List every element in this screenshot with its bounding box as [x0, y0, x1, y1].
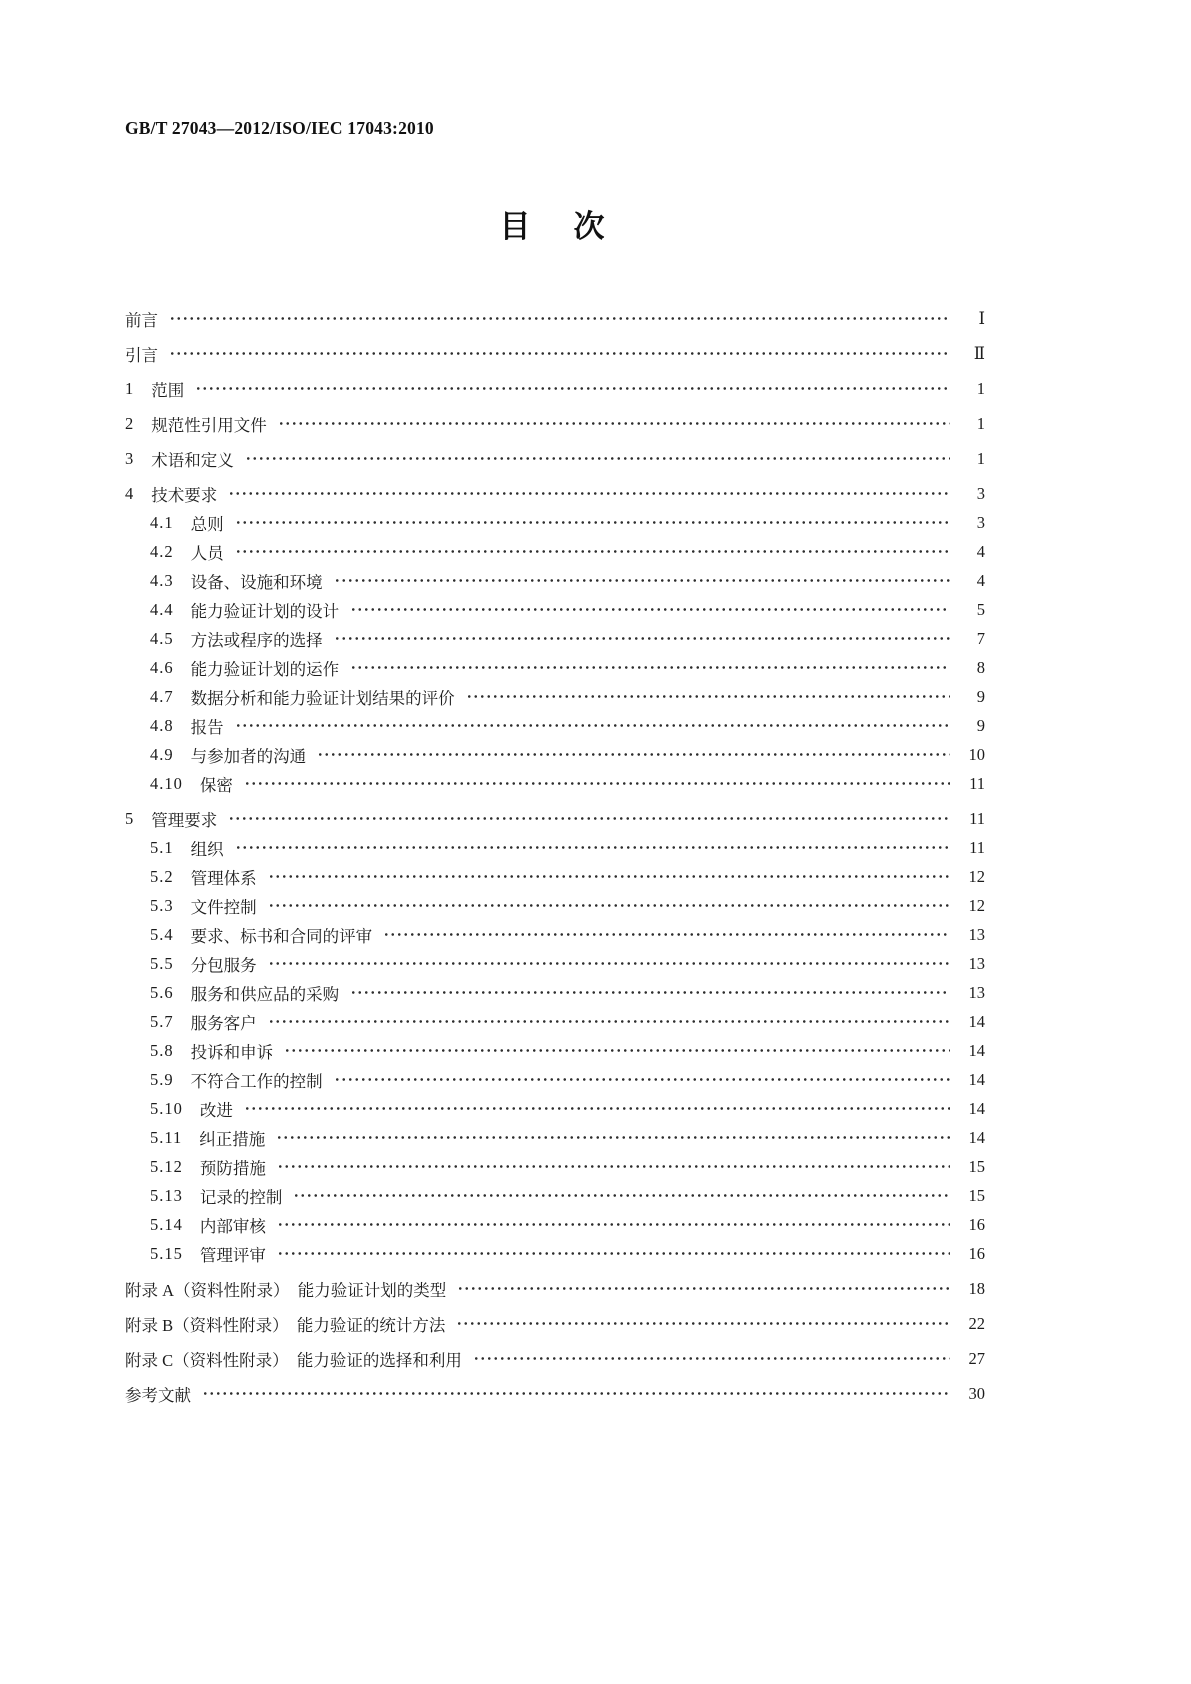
toc-entry-page: Ⅱ: [973, 343, 985, 363]
toc-entry-label: 人员: [190, 543, 224, 563]
dot-leader: [334, 566, 950, 595]
dot-leader: [284, 1036, 950, 1065]
toc-entry-page: 15: [968, 1156, 985, 1176]
dot-leader: [268, 1007, 950, 1036]
toc-entry: [125, 711, 985, 740]
dot-leader: [235, 711, 950, 740]
toc-entry-page: 7: [976, 628, 985, 648]
toc-entry: [125, 444, 985, 473]
toc-entry: [125, 1007, 985, 1036]
dot-leader: [457, 1274, 950, 1303]
toc-entry-label: 组织: [190, 839, 224, 859]
toc-entry: [125, 374, 985, 403]
toc-entry: [125, 304, 985, 333]
toc-entry: [125, 949, 985, 978]
toc-entry-page: 12: [968, 895, 985, 915]
toc-entry-page: 8: [976, 657, 985, 677]
toc-entry-number: 5.11: [150, 1127, 183, 1147]
toc-entry-number: 4.6: [150, 657, 174, 677]
toc-entry-label: 管理要求: [151, 810, 218, 830]
dot-leader: [350, 653, 950, 682]
toc-entry-number: 5.15: [150, 1243, 183, 1263]
toc-entry: [125, 1239, 985, 1268]
toc-entry-label: 纠正措施: [199, 1129, 266, 1149]
toc-entry-number: 5.10: [150, 1098, 183, 1118]
toc-entry-label: 投诉和申诉: [190, 1042, 274, 1062]
toc-entry-page: 14: [968, 1098, 985, 1118]
toc-entry-page: 13: [968, 953, 985, 973]
dot-leader: [278, 409, 950, 438]
dot-leader: [169, 339, 950, 368]
toc-entry-number: 5.3: [150, 895, 174, 915]
toc-entry-page: 14: [968, 1040, 985, 1060]
dot-leader: [202, 1379, 950, 1408]
table-of-contents: [125, 304, 985, 1408]
toc-entry-page: 11: [969, 808, 985, 828]
toc-entry: [125, 920, 985, 949]
toc-entry: [125, 1152, 985, 1181]
page-title: 目 次: [499, 209, 611, 244]
dot-leader: [235, 537, 950, 566]
toc-entry-label: 改进: [199, 1100, 233, 1120]
toc-entry-page: 1: [976, 378, 985, 398]
dot-leader: [268, 949, 950, 978]
toc-entry-number: 4: [125, 483, 135, 503]
toc-entry: [125, 595, 985, 624]
toc-entry: [125, 978, 985, 1007]
dot-leader: [268, 862, 950, 891]
toc-entry-page: 11: [969, 773, 985, 793]
toc-entry-page: 13: [968, 924, 985, 944]
toc-entry-number: 2: [125, 413, 135, 433]
toc-entry-number: 5.9: [150, 1069, 174, 1089]
toc-entry-page: 10: [968, 744, 985, 764]
toc-entry-page: 14: [968, 1011, 985, 1031]
toc-entry-number: 4.5: [150, 628, 174, 648]
toc-entry-label: 附录 C（资料性附录） 能力验证的选择和利用: [125, 1350, 462, 1370]
dot-leader: [169, 304, 950, 333]
toc-entry: [125, 1379, 985, 1408]
toc-entry-page: 4: [976, 570, 985, 590]
dot-leader: [235, 508, 950, 537]
toc-entry-number: 4.3: [150, 570, 174, 590]
toc-entry-number: 1: [125, 378, 135, 398]
toc-entry-label: 分包服务: [190, 955, 257, 975]
toc-entry: [125, 339, 985, 368]
dot-leader: [334, 624, 950, 653]
toc-entry: [125, 891, 985, 920]
toc-entry-label: 管理评审: [199, 1245, 266, 1265]
toc-entry: [125, 740, 985, 769]
toc-entry-number: 5.13: [150, 1185, 183, 1205]
toc-entry: [125, 1210, 985, 1239]
dot-leader: [334, 1065, 950, 1094]
toc-entry-page: 14: [968, 1069, 985, 1089]
toc-entry: [125, 537, 985, 566]
toc-entry: [125, 862, 985, 891]
toc-entry: [125, 1094, 985, 1123]
toc-entry-label: 附录 A（资料性附录） 能力验证计划的类型: [125, 1280, 447, 1300]
toc-entry-number: 4.2: [150, 541, 174, 561]
toc-entry-label: 要求、标书和合同的评审: [190, 926, 373, 946]
toc-entry-label: 保密: [199, 775, 233, 795]
toc-entry: [125, 624, 985, 653]
toc-entry-label: 文件控制: [190, 897, 257, 917]
toc-entry-number: 5.6: [150, 982, 174, 1002]
toc-entry-page: 9: [976, 715, 985, 735]
toc-entry: [125, 804, 985, 833]
toc-entry-number: 5.2: [150, 866, 174, 886]
toc-entry: [125, 409, 985, 438]
toc-entry-page: 18: [968, 1278, 985, 1298]
dot-leader: [268, 891, 950, 920]
toc-entry: [125, 1065, 985, 1094]
toc-entry-label: 服务和供应品的采购: [190, 984, 340, 1004]
toc-entry-label: 报告: [190, 717, 224, 737]
toc-entry-page: 9: [976, 686, 985, 706]
dot-leader: [277, 1210, 950, 1239]
toc-entry: [125, 833, 985, 862]
toc-entry-number: 5.12: [150, 1156, 183, 1176]
toc-entry-label: 规范性引用文件: [151, 415, 267, 435]
toc-entry-label: 总则: [190, 514, 224, 534]
toc-entry-number: 5: [125, 808, 135, 828]
dot-leader: [228, 479, 950, 508]
toc-entry-number: 5.5: [150, 953, 174, 973]
toc-entry-number: 5.7: [150, 1011, 174, 1031]
toc-entry-label: 预防措施: [199, 1158, 266, 1178]
toc-entry-label: 设备、设施和环境: [190, 572, 323, 592]
toc-entry-page: 13: [968, 982, 985, 1002]
toc-entry: [125, 508, 985, 537]
toc-entry: [125, 653, 985, 682]
toc-entry-page: 1: [976, 448, 985, 468]
toc-entry-page: 4: [976, 541, 985, 561]
toc-entry-label: 能力验证计划的运作: [190, 659, 340, 679]
toc-entry-number: 4.1: [150, 512, 174, 532]
toc-entry-number: 5.8: [150, 1040, 174, 1060]
dot-leader: [473, 1344, 950, 1373]
dot-leader: [293, 1181, 950, 1210]
toc-entry-number: 4.9: [150, 744, 174, 764]
dot-leader: [317, 740, 950, 769]
toc-entry-label: 内部审核: [199, 1216, 266, 1236]
toc-entry-page: 16: [968, 1214, 985, 1234]
dot-leader: [228, 804, 950, 833]
toc-entry-page: 12: [968, 866, 985, 886]
toc-entry-page: 1: [976, 413, 985, 433]
toc-entry-number: 5.1: [150, 837, 174, 857]
toc-entry-label: 方法或程序的选择: [190, 630, 323, 650]
standard-number-header: GB/T 27043—2012/ISO/IEC 17043:2010: [125, 118, 434, 138]
toc-entry-page: 22: [968, 1313, 985, 1333]
dot-leader: [277, 1152, 950, 1181]
toc-entry-page: 3: [976, 512, 985, 532]
dot-leader: [456, 1309, 950, 1338]
toc-entry-label: 管理体系: [190, 868, 257, 888]
toc-entry: [125, 1123, 985, 1152]
toc-entry: [125, 1181, 985, 1210]
toc-entry-label: 服务客户: [190, 1013, 257, 1033]
toc-entry-label: 引言: [125, 345, 158, 365]
toc-entry-page: 5: [976, 599, 985, 619]
toc-entry-page: 14: [968, 1127, 985, 1147]
toc-entry-label: 术语和定义: [151, 450, 234, 470]
toc-entry-number: 4.10: [150, 773, 183, 793]
toc-entry-page: 16: [968, 1243, 985, 1263]
toc-entry-label: 记录的控制: [199, 1187, 283, 1207]
toc-entry-page: 11: [969, 837, 985, 857]
toc-entry-page: 15: [968, 1185, 985, 1205]
dot-leader: [244, 769, 950, 798]
dot-leader: [383, 920, 950, 949]
toc-entry: [125, 479, 985, 508]
toc-entry-number: 4.7: [150, 686, 174, 706]
toc-entry-page: Ⅰ: [978, 308, 985, 328]
toc-entry-label: 与参加者的沟通: [190, 746, 307, 766]
toc-entry: [125, 566, 985, 595]
toc-entry: [125, 1344, 985, 1373]
toc-entry: [125, 682, 985, 711]
dot-leader: [276, 1123, 950, 1152]
toc-entry-number: 5.14: [150, 1214, 183, 1234]
toc-entry-label: 前言: [125, 310, 158, 330]
toc-entry-page: 27: [968, 1348, 985, 1368]
dot-leader: [350, 595, 950, 624]
toc-entry: [125, 1274, 985, 1303]
dot-leader: [195, 374, 950, 403]
dot-leader: [350, 978, 950, 1007]
toc-entry-label: 不符合工作的控制: [190, 1071, 323, 1091]
toc-entry-label: 范围: [151, 380, 185, 400]
toc-entry-label: 附录 B（资料性附录） 能力验证的统计方法: [125, 1315, 446, 1335]
toc-entry-label: 技术要求: [151, 485, 218, 505]
toc-entry-number: 4.4: [150, 599, 174, 619]
toc-entry-page: 3: [976, 483, 985, 503]
dot-leader: [245, 444, 950, 473]
toc-entry-label: 参考文献: [125, 1385, 191, 1405]
dot-leader: [277, 1239, 950, 1268]
toc-entry-page: 30: [968, 1383, 985, 1403]
toc-entry: [125, 1036, 985, 1065]
dot-leader: [466, 682, 950, 711]
dot-leader: [235, 833, 950, 862]
toc-entry-number: 5.4: [150, 924, 174, 944]
toc-entry: [125, 1309, 985, 1338]
dot-leader: [244, 1094, 950, 1123]
toc-entry-number: 4.8: [150, 715, 174, 735]
toc-entry-number: 3: [125, 448, 135, 468]
toc-entry-label: 能力验证计划的设计: [190, 601, 340, 621]
toc-entry-label: 数据分析和能力验证计划结果的评价: [190, 688, 455, 708]
toc-entry: [125, 769, 985, 798]
